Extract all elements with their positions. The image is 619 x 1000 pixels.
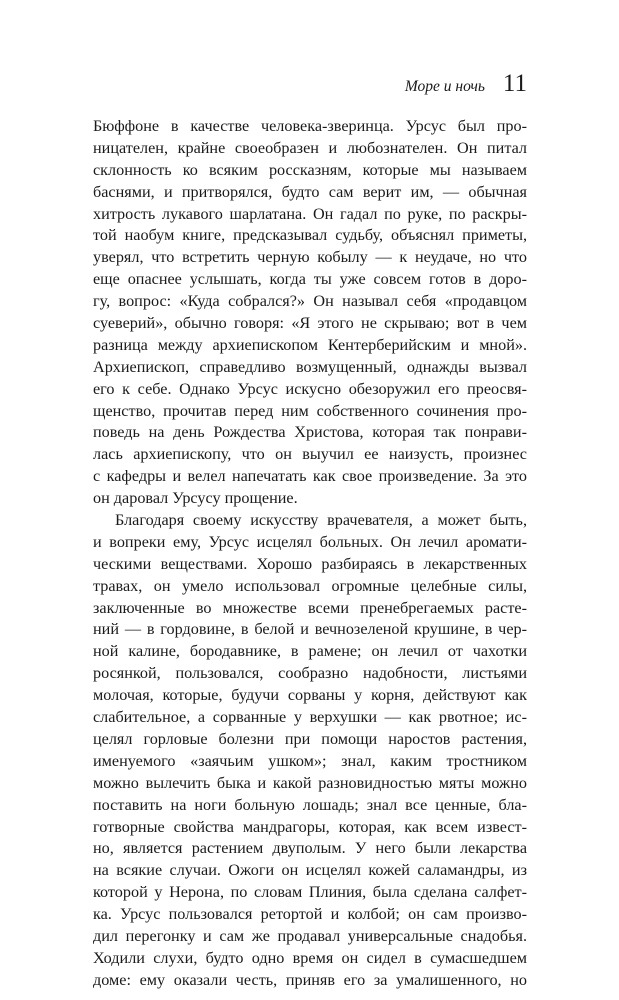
text-line: гу, вопрос: «Куда собрался?» Он называл себя «продавцом bbox=[93, 292, 527, 311]
text-line: щенство, прочитав перед ним собственного сочинения про- bbox=[93, 401, 527, 420]
text-line: лась архиепископу, что он выучил ее наизусть, произнес bbox=[93, 445, 527, 464]
text-line: ницателен, крайне своеобразен и любознателен. Он питал bbox=[93, 138, 527, 157]
text-line: слабительное, а сорванные у верхушки — как рвотное; ис- bbox=[93, 708, 527, 727]
text-line: готворные свойства мандрагоры, которая, как всем извест- bbox=[93, 817, 527, 836]
text-line: можно вылечить быка и какой разновидностью мяты можно bbox=[93, 773, 527, 792]
text-line: той наобум книге, предсказывал судьбу, объяснял приметы, bbox=[93, 226, 527, 245]
text-line: склонность ко всяким россказням, которые мы называем bbox=[93, 160, 527, 179]
text-line: травах, он умело использовал огромные целебные силы, bbox=[93, 576, 527, 595]
text-line: ческими веществами. Хорошо разбираясь в лекарственных bbox=[93, 554, 527, 573]
text-line: суеверий», обычно говоря: «Я этого не скрываю; вот в чем bbox=[93, 314, 527, 333]
text-line: ной калине, бородавнике, в рамене; он лечил от чахотки bbox=[93, 642, 527, 661]
text-line: но, является растением двуполым. У него были лекарства bbox=[93, 839, 527, 858]
text-line: еще опаснее услышать, когда ты уже совсем готов в доро- bbox=[93, 270, 527, 289]
text-line: именуемого «заячьим ушком»; знал, каким тростником bbox=[93, 751, 527, 770]
text-line: поставить на ноги больную лошадь; знал все ценные, бла- bbox=[93, 795, 527, 814]
text-line: баснями, и притворялся, будто сам верит им, — обычная bbox=[93, 182, 527, 201]
body-text bbox=[93, 116, 527, 992]
text-line: с кафедры и велел напечатать как свое произведение. За это bbox=[93, 467, 527, 486]
text-line: на всякие случаи. Ожоги он исцелял кожей саламандры, из bbox=[93, 861, 527, 880]
text-line: уверял, что встретить черную кобылу — к неудаче, но что bbox=[93, 248, 527, 267]
text-line: поведь на день Рождества Христова, которая так понрави- bbox=[93, 423, 527, 442]
page-number: 11 bbox=[502, 70, 527, 97]
text-line: которой у Нерона, по словам Плиния, была сделана салфет- bbox=[93, 883, 527, 902]
text-line: росянкой, пользовался, сообразно надобности, листьями bbox=[93, 664, 527, 683]
text-line: доме: ему оказали честь, приняв его за умалишенного, но bbox=[93, 970, 527, 989]
text-line: Бюффоне в качестве человека-зверинца. Урсус был про- bbox=[93, 117, 527, 135]
text-line: разница между архиепископом Кентерберийским и мной». bbox=[93, 335, 527, 354]
running-head bbox=[0, 70, 527, 98]
text-line: дил перегонку и сам же продавал универсальные снадобья. bbox=[93, 926, 527, 945]
section-title: Море и ночь bbox=[404, 78, 485, 95]
text-line: заключенные во множестве всеми пренебрегаемых расте- bbox=[93, 598, 527, 617]
text-line: молочая, которые, будучи сорваны у корня, действуют как bbox=[93, 686, 527, 705]
text-line: он даровал Урсусу прощение. bbox=[93, 489, 298, 508]
text-line: Ходили слухи, будто одно время он сидел в сумасшедшем bbox=[93, 948, 527, 967]
text-line: Благодаря своему искусству врачевателя, а может быть, bbox=[115, 511, 527, 530]
text-line: целял горловые болезни при помощи наростов растения, bbox=[93, 729, 527, 748]
text-line: и вопреки ему, Урсус исцелял больных. Он лечил аромати- bbox=[93, 532, 527, 551]
text-line: ка. Урсус пользовался ретортой и колбой; он сам произво- bbox=[93, 905, 527, 924]
text-line: его к себе. Однако Урсус искусно обезоружил его преосвя- bbox=[93, 379, 527, 398]
text-line: ний — в гордовине, в белой и вечнозеленой крушине, в чер- bbox=[93, 620, 527, 639]
text-line: хитрость лукавого шарлатана. Он гадал по руке, по раскры- bbox=[93, 204, 527, 223]
text-line: Архиепископ, справедливо возмущенный, однажды вызвал bbox=[93, 357, 527, 376]
